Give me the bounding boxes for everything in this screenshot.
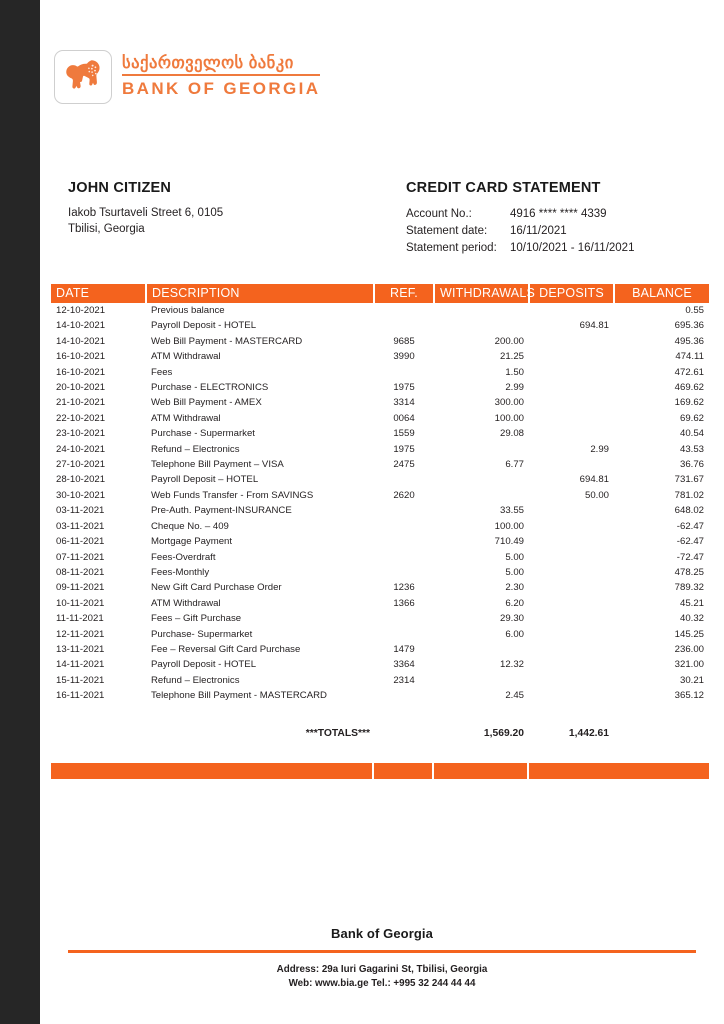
statement-date-label: Statement date: [406, 225, 488, 238]
totals-ref [374, 704, 434, 741]
transaction-description: Mortgage Payment [151, 536, 233, 548]
table-row [51, 334, 709, 349]
account-number-row [406, 206, 706, 223]
transaction-ref: 3990 [393, 351, 415, 363]
table-row [51, 472, 709, 487]
transaction-date: 28-10-2021 [56, 474, 106, 486]
statement-period-value: 10/10/2021 - 16/11/2021 [510, 242, 635, 255]
transaction-date: 30-10-2021 [56, 489, 106, 501]
statement-period-row [406, 240, 706, 257]
transaction-withdrawal: 100.00 [494, 520, 524, 532]
transaction-balance: 365.12 [674, 690, 704, 702]
page-footer [40, 926, 724, 991]
table-row [51, 303, 709, 318]
transaction-withdrawal: 6.77 [505, 459, 524, 471]
transaction-balance: 43.53 [679, 443, 704, 455]
transaction-date: 27-10-2021 [56, 459, 106, 471]
transaction-deposit [529, 611, 614, 626]
customer-name: JOHN CITIZEN [68, 180, 172, 196]
statement-sheet [40, 0, 724, 1024]
table-header-row [51, 284, 709, 303]
transaction-deposit [529, 365, 614, 380]
transaction-ref [374, 627, 434, 642]
transaction-withdrawal [434, 303, 529, 318]
bank-of-georgia-lion-icon [54, 50, 112, 104]
table-row [51, 534, 709, 549]
transaction-description: ATM Withdrawal [151, 597, 221, 609]
transactions-table [51, 284, 709, 741]
transaction-date: 14-11-2021 [56, 659, 105, 671]
account-number-label: Account No.: [406, 208, 472, 220]
transaction-date: 03-11-2021 [56, 505, 105, 517]
table-header [51, 284, 709, 303]
transaction-deposit [529, 657, 614, 672]
table-row [51, 688, 709, 703]
transaction-balance: 695.36 [674, 320, 704, 332]
table-row [51, 442, 709, 457]
table-row [51, 426, 709, 441]
transaction-date: 12-10-2021 [56, 305, 106, 316]
transaction-withdrawal [434, 673, 529, 688]
transaction-deposit: 694.81 [579, 320, 609, 332]
transaction-balance: 40.54 [679, 428, 704, 440]
transaction-ref [374, 365, 434, 380]
transaction-deposit: 2.99 [590, 443, 609, 455]
footer-bank-name: Bank of Georgia [331, 926, 433, 941]
transaction-balance: 781.02 [674, 489, 704, 501]
transaction-ref: 1559 [393, 428, 415, 440]
transaction-description: Purchase- Supermarket [151, 628, 253, 640]
table-row [51, 349, 709, 364]
transaction-ref: 2314 [393, 674, 415, 686]
table-row [51, 411, 709, 426]
transaction-ref [374, 318, 434, 333]
transaction-date: 16-11-2021 [56, 690, 105, 702]
transaction-withdrawal: 12.32 [499, 659, 524, 671]
transaction-deposit [529, 349, 614, 364]
table-row [51, 519, 709, 534]
transaction-deposit [529, 673, 614, 688]
transaction-ref [374, 565, 434, 580]
transaction-description: Web Bill Payment - MASTERCARD [151, 335, 303, 347]
transaction-balance: 30.21 [679, 674, 704, 686]
transaction-withdrawal: 710.49 [494, 536, 524, 548]
transaction-deposit [529, 565, 614, 580]
totals-spacer [51, 704, 146, 741]
transaction-ref: 1975 [393, 382, 415, 394]
column-header-balance: BALANCE [614, 284, 709, 303]
transaction-withdrawal: 5.00 [505, 566, 524, 578]
totals-balance [614, 704, 709, 741]
statement-date-value: 16/11/2021 [510, 225, 567, 238]
transaction-date: 22-10-2021 [56, 412, 106, 424]
transaction-balance: 472.61 [674, 366, 704, 378]
transaction-description: Payroll Deposit - HOTEL [151, 320, 257, 332]
transaction-withdrawal: 5.00 [505, 551, 524, 563]
footer-address-line: Address: 29a Iuri Gagarini St, Tbilisi, Georgia [276, 963, 488, 975]
transaction-withdrawal: 29.30 [499, 613, 524, 625]
transactions-table-wrapper [51, 284, 709, 741]
table-row [51, 380, 709, 395]
column-header-ref: REF. [374, 284, 434, 303]
transaction-balance: -62.47 [676, 520, 704, 532]
table-row [51, 642, 709, 657]
transaction-balance: 321.00 [674, 659, 704, 671]
transaction-deposit [529, 580, 614, 595]
bank-logo-wordmark [122, 53, 320, 102]
transaction-balance: 731.67 [674, 474, 704, 486]
transaction-withdrawal: 2.45 [505, 690, 524, 702]
transaction-deposit [529, 426, 614, 441]
table-row [51, 457, 709, 472]
totals-label: ***TOTALS*** [305, 727, 370, 739]
transaction-date: 08-11-2021 [56, 566, 105, 578]
account-number-value: 4916 **** **** 4339 [510, 208, 607, 220]
transaction-balance: 478.25 [674, 566, 704, 578]
transaction-ref: 2620 [393, 489, 415, 501]
transaction-withdrawal: 2.30 [505, 582, 524, 594]
transaction-date: 24-10-2021 [56, 443, 106, 455]
transaction-description: Fees-Overdraft [151, 551, 216, 563]
transaction-balance: 69.62 [679, 412, 704, 424]
table-row [51, 565, 709, 580]
transaction-date: 03-11-2021 [56, 520, 105, 532]
transaction-balance: 0.55 [685, 305, 704, 316]
transaction-balance: 169.62 [674, 397, 704, 409]
page-left-gutter [0, 0, 40, 1024]
statement-date-row [406, 223, 706, 240]
column-header-deposits: DEPOSITS [529, 284, 614, 303]
transaction-date: 16-10-2021 [56, 366, 106, 378]
transaction-balance: 789.32 [674, 582, 704, 594]
transaction-balance: 36.76 [679, 459, 704, 471]
transaction-deposit [529, 503, 614, 518]
table-row [51, 550, 709, 565]
transaction-ref: 1975 [393, 443, 415, 455]
transaction-description: Refund – Electronics [151, 443, 240, 455]
totals-row [51, 704, 709, 741]
transaction-deposit [529, 519, 614, 534]
transaction-date: 15-11-2021 [56, 674, 105, 686]
table-row [51, 395, 709, 410]
transaction-ref: 1479 [393, 643, 415, 655]
transaction-date: 21-10-2021 [56, 397, 106, 409]
transaction-deposit [529, 395, 614, 410]
transaction-description: ATM Withdrawal [151, 412, 221, 424]
bottom-bar-segment-deposits-balance [529, 763, 709, 779]
transaction-ref: 1236 [393, 582, 415, 594]
transaction-deposit [529, 411, 614, 426]
transaction-deposit [529, 550, 614, 565]
transaction-description: Refund – Electronics [151, 674, 240, 686]
transaction-ref [374, 688, 434, 703]
footer-web-tel-line: Web: www.bia.ge Tel.: +995 32 244 44 44 [288, 977, 476, 989]
table-bottom-bar [51, 763, 709, 779]
transaction-withdrawal [434, 442, 529, 457]
transaction-withdrawal: 100.00 [494, 412, 524, 424]
transaction-description: Fees [151, 366, 173, 378]
transaction-ref: 3314 [393, 397, 415, 409]
footer-divider [68, 950, 696, 953]
bank-name-english: BANK OF GEORGIA [122, 79, 321, 99]
transaction-ref [374, 472, 434, 487]
transaction-withdrawal: 2.99 [505, 382, 524, 394]
transaction-date: 11-11-2021 [56, 613, 104, 625]
statement-meta-block [406, 180, 706, 257]
transaction-deposit: 694.81 [579, 474, 609, 486]
transaction-description: New Gift Card Purchase Order [151, 582, 282, 594]
transaction-ref: 0064 [393, 412, 415, 424]
transaction-ref [374, 550, 434, 565]
customer-address-line-2: Tbilisi, Georgia [68, 223, 145, 236]
transaction-balance: 145.25 [674, 628, 704, 640]
transaction-ref [374, 611, 434, 626]
transaction-description: Web Bill Payment - AMEX [151, 397, 262, 409]
transaction-withdrawal [434, 488, 529, 503]
table-row [51, 611, 709, 626]
transaction-deposit [529, 642, 614, 657]
transaction-deposit: 50.00 [584, 489, 609, 501]
transaction-balance: 40.32 [679, 613, 704, 625]
page-title: CREDIT CARD STATEMENT [406, 180, 601, 196]
transaction-balance: 45.21 [679, 597, 704, 609]
transaction-deposit [529, 334, 614, 349]
table-row [51, 657, 709, 672]
transaction-withdrawal: 1.50 [505, 366, 524, 378]
transaction-balance: -62.47 [676, 536, 704, 548]
transaction-date: 09-11-2021 [56, 582, 105, 594]
transaction-description: Payroll Deposit - HOTEL [151, 659, 257, 671]
transaction-ref [374, 303, 434, 318]
transaction-date: 14-10-2021 [56, 320, 106, 332]
transaction-deposit [529, 303, 614, 318]
statement-period-label: Statement period: [406, 242, 497, 255]
table-row [51, 596, 709, 611]
transaction-description: Purchase - ELECTRONICS [151, 382, 269, 394]
transaction-description: Web Funds Transfer - From SAVINGS [151, 489, 314, 501]
transaction-date: 13-11-2021 [56, 643, 105, 655]
transaction-date: 12-11-2021 [56, 628, 105, 640]
totals-withdrawals: 1,569.20 [483, 727, 524, 739]
transaction-description: Pre-Auth. Payment-INSURANCE [151, 505, 292, 517]
transaction-description: Fee – Reversal Gift Card Purchase [151, 643, 301, 655]
transaction-description: Fees-Monthly [151, 566, 210, 578]
bank-name-georgian: საქართველოს ბანკი [122, 53, 294, 72]
transaction-description: Fees – Gift Purchase [151, 613, 242, 625]
transaction-withdrawal: 29.08 [499, 428, 524, 440]
transaction-ref: 2475 [393, 459, 415, 471]
column-header-description: DESCRIPTION [146, 284, 374, 303]
transaction-withdrawal: 33.55 [499, 505, 524, 517]
table-row [51, 488, 709, 503]
customer-address-line-1: Iakob Tsurtaveli Street 6, 0105 [68, 207, 224, 219]
transaction-description: Purchase - Supermarket [151, 428, 255, 440]
table-row [51, 503, 709, 518]
transaction-balance: 236.00 [674, 643, 704, 655]
transaction-balance: 495.36 [674, 335, 704, 347]
transaction-withdrawal [434, 642, 529, 657]
transaction-deposit [529, 380, 614, 395]
transaction-deposit [529, 534, 614, 549]
footer-contact-block [40, 963, 724, 991]
transaction-withdrawal: 21.25 [499, 351, 524, 363]
bank-logo [54, 50, 320, 104]
transaction-description: Telephone Bill Payment - MASTERCARD [151, 690, 327, 702]
transaction-description: Previous balance [151, 305, 225, 316]
table-row [51, 627, 709, 642]
transaction-ref: 1366 [393, 597, 415, 609]
transaction-deposit [529, 457, 614, 472]
table-row [51, 365, 709, 380]
transaction-balance: 648.02 [674, 505, 704, 517]
transaction-date: 16-10-2021 [56, 351, 106, 363]
transaction-description: Cheque No. – 409 [151, 520, 229, 532]
transaction-date: 20-10-2021 [56, 382, 106, 394]
transaction-ref: 9685 [393, 335, 415, 347]
bottom-bar-segment-ref [374, 763, 434, 779]
transaction-date: 07-11-2021 [56, 551, 105, 563]
transaction-date: 06-11-2021 [56, 536, 105, 548]
transaction-description: ATM Withdrawal [151, 351, 221, 363]
transaction-ref [374, 519, 434, 534]
transaction-date: 10-11-2021 [56, 597, 105, 609]
transaction-withdrawal [434, 472, 529, 487]
column-header-withdrawals: WITHDRAWALS [434, 284, 529, 303]
bottom-bar-segment-withdrawals [434, 763, 529, 779]
transaction-deposit [529, 596, 614, 611]
transaction-description: Payroll Deposit – HOTEL [151, 474, 259, 486]
transaction-ref [374, 534, 434, 549]
table-row [51, 673, 709, 688]
transaction-ref: 3364 [393, 659, 415, 671]
table-row [51, 580, 709, 595]
transaction-deposit [529, 627, 614, 642]
table-row [51, 318, 709, 333]
transaction-balance: -72.47 [676, 551, 704, 563]
transaction-ref [374, 503, 434, 518]
transaction-withdrawal [434, 318, 529, 333]
transaction-withdrawal: 200.00 [494, 335, 524, 347]
transaction-description: Telephone Bill Payment – VISA [151, 459, 284, 471]
transaction-withdrawal: 300.00 [494, 397, 524, 409]
totals-deposits: 1,442.61 [568, 727, 609, 739]
table-body [51, 303, 709, 741]
logo-divider [122, 74, 320, 76]
transaction-balance: 469.62 [674, 382, 704, 394]
column-header-date: DATE [51, 284, 146, 303]
transaction-balance: 474.11 [675, 351, 704, 363]
transaction-deposit [529, 688, 614, 703]
transaction-date: 14-10-2021 [56, 335, 106, 347]
customer-block [68, 180, 398, 238]
transaction-withdrawal: 6.20 [505, 597, 524, 609]
transaction-withdrawal: 6.00 [505, 628, 524, 640]
transaction-date: 23-10-2021 [56, 428, 106, 440]
bottom-bar-segment-date-description [51, 763, 374, 779]
